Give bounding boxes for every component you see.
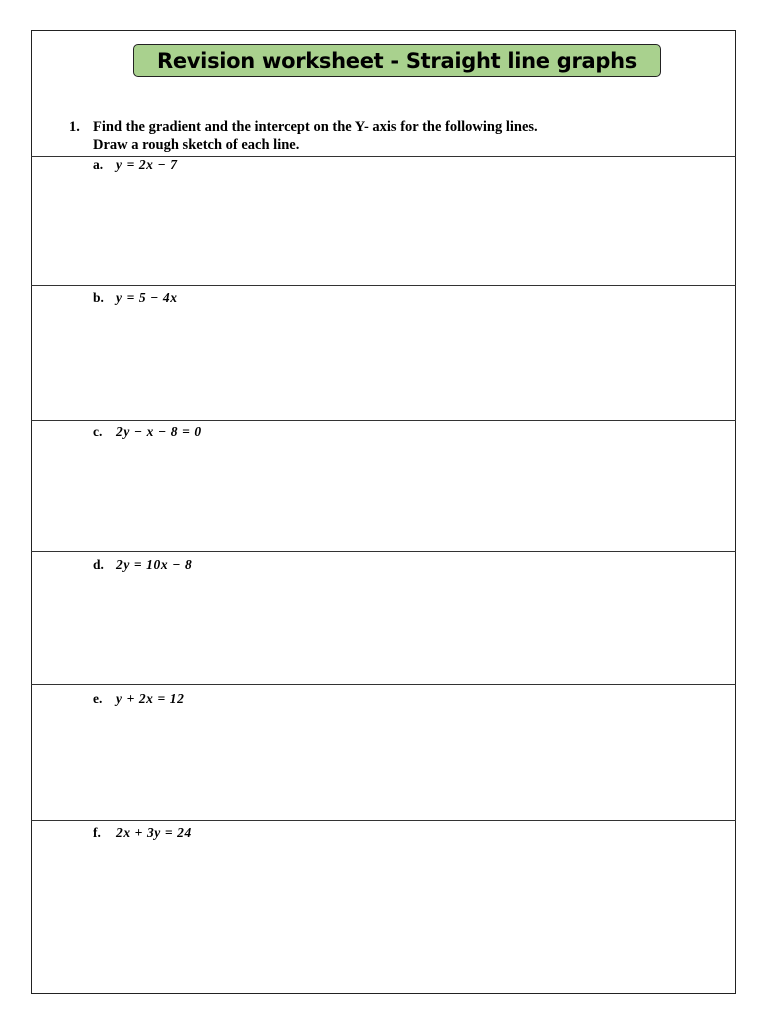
question-number: 1. [69,119,80,135]
divider [31,684,736,685]
part-a [93,157,178,173]
part-label: e. [93,691,103,706]
question-line-1: Find the gradient and the intercept on the Y- axis for the following lines. [93,119,538,135]
part-equation: 2x + 3y = 24 [116,825,192,840]
page-frame [31,30,736,994]
page-title: Revision worksheet - Straight line graphs [156,48,637,73]
part-equation: y + 2x = 12 [116,691,185,706]
divider [31,551,736,552]
part-label: b. [93,290,104,305]
part-e [93,691,184,707]
part-label: c. [93,424,103,439]
divider [31,820,736,821]
part-equation: y = 5 − 4x [116,290,178,305]
part-label: a. [93,157,104,172]
part-equation: 2y = 10x − 8 [116,557,193,572]
divider [31,285,736,286]
divider [31,420,736,421]
part-b [93,290,178,306]
title-banner [133,44,661,77]
part-equation: y = 2x − 7 [116,157,178,172]
part-d [93,557,192,573]
question-line-2: Draw a rough sketch of each line. [93,137,300,153]
question-instructions [93,118,538,154]
part-label: d. [93,557,104,572]
part-c [93,424,202,440]
part-equation: 2y − x − 8 = 0 [116,424,202,439]
part-label: f. [93,825,101,840]
part-f [93,825,192,841]
